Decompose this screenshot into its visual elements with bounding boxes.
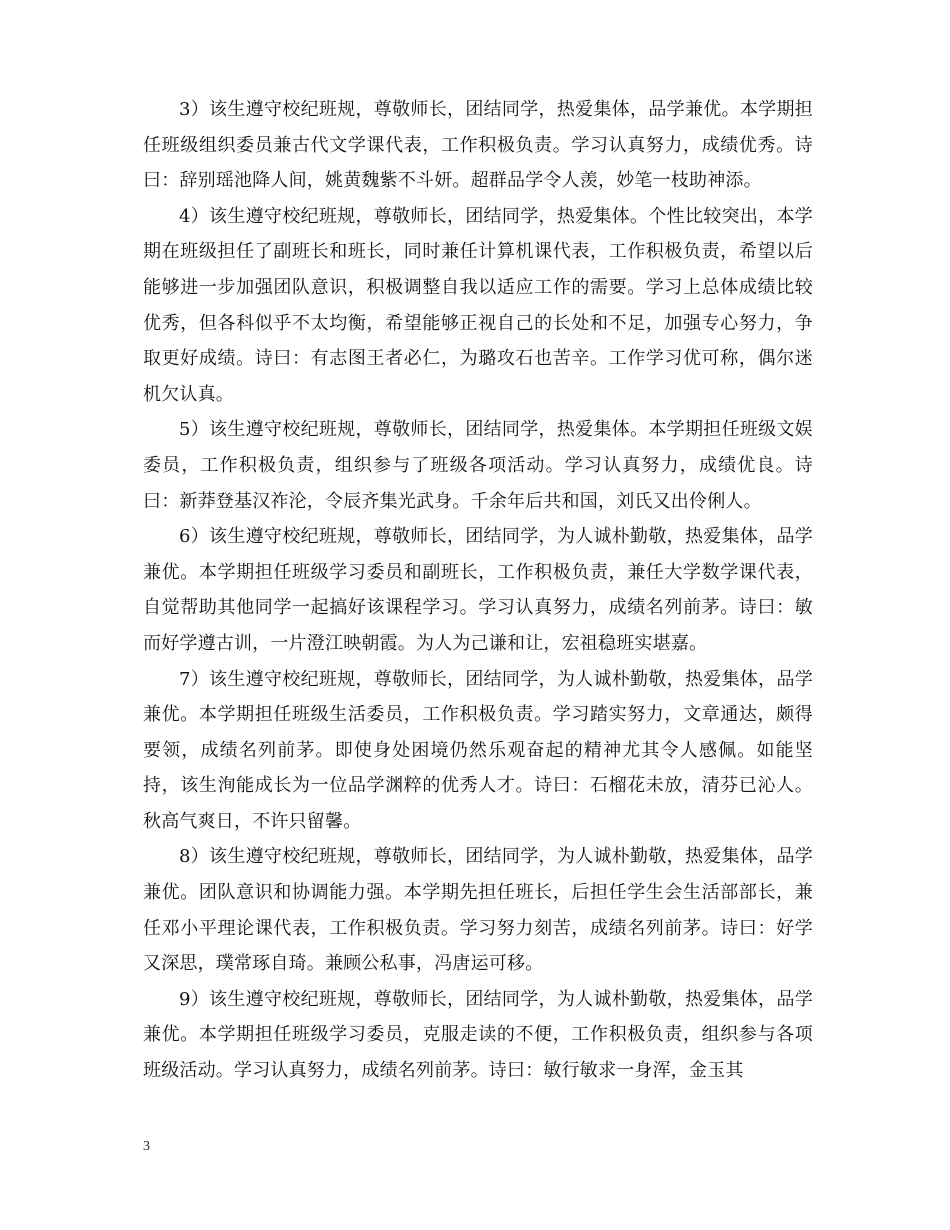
document-body [143,92,813,1089]
paragraph-8: 8）该生遵守校纪班规，尊敬师长，团结同学，为人诚朴勤敬，热爱集体，品学兼优。团队意识和协调能力强。本学期先担任班长，后担任学生会生活部部长，兼任邓小平理论课代表，工作积极负责。学习努力刻苦，成绩名列前茅。诗曰：好学又深思，璞常琢自琦。兼顾公私事，冯唐运可移。 [143,846,813,975]
paragraph-4: 4）该生遵守校纪班规，尊敬师长，团结同学，热爱集体。个性比较突出，本学期在班级担任了副班长和班长，同时兼任计算机课代表，工作积极负责，希望以后能够进一步加强团队意识，积极调整自我以适应工作的需要。学习上总体成绩比较优秀，但各科似乎不太均衡，希望能够正视自己的长处和不足，加强专心努力，争取更好成绩。诗曰：有志图王者必仁，为璐攻石也苦辛。工作学习优可称，偶尔迷机欠认真。 [143,205,813,405]
paragraph-5: 5）该生遵守校纪班规，尊敬师长，团结同学，热爱集体。本学期担任班级文娱委员，工作积极负责，组织参与了班级各项活动。学习认真努力，成绩优良。诗曰：新莽登基汉祚沦，令辰齐集光武身。千余年后共和国，刘氏又出伶俐人。 [143,419,813,512]
paragraph-6: 6）该生遵守校纪班规，尊敬师长，团结同学，为人诚朴勤敬，热爱集体，品学兼优。本学期担任班级学习委员和副班长，工作积极负责，兼任大学数学课代表，自觉帮助其他同学一起搞好该课程学习。学习认真努力，成绩名列前茅。诗曰：敏而好学遵古训，一片澄江映朝霞。为人为己谦和让，宏祖稳班实堪嘉。 [143,526,813,654]
paragraph-9: 9）该生遵守校纪班规，尊敬师长，团结同学，为人诚朴勤敬，热爱集体，品学兼优。本学期担任班级学习委员，克服走读的不便，工作积极负责，组织参与各项班级活动。学习认真努力，成绩名列前茅。诗曰：敏行敏求一身浑，金玉其 [143,988,813,1082]
paragraph-3: 3）该生遵守校纪班规，尊敬师长，团结同学，热爱集体，品学兼优。本学期担任班级组织委员兼古代文学课代表，工作积极负责。学习认真努力，成绩优秀。诗曰：辞别瑶池降人间，姚黄魏紫不斗妍。超群品学令人羡，妙笔一枝助神添。 [143,99,813,192]
paragraph-7: 7）该生遵守校纪班规，尊敬师长，团结同学，为人诚朴勤敬，热爱集体，品学兼优。本学期担任班级生活委员，工作积极负责。学习踏实努力，文章通达，颇得要领，成绩名列前茅。即使身处困境仍然乐观奋起的精神尤其令人感佩。如能坚持，该生洵能成长为一位品学渊粹的优秀人才。诗曰：石榴花未放，清芬已沁人。秋高气爽日，不许只留馨。 [143,668,813,832]
page-number: 3 [143,1139,150,1154]
